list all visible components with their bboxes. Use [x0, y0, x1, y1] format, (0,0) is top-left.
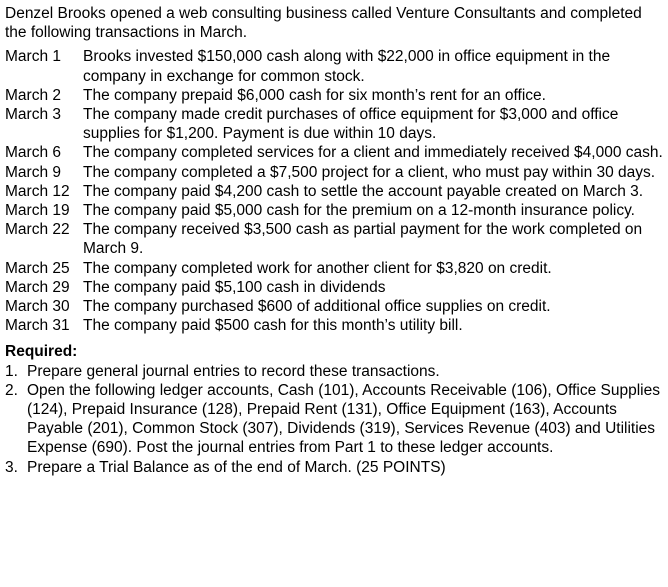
transaction-date: March 22 — [5, 221, 70, 239]
transaction-date: March 2 — [5, 86, 61, 104]
transaction-date: March 3 — [5, 106, 61, 124]
required-item-text: Prepare a Trial Balance as of the end of March. (25 POINTS) — [27, 458, 446, 476]
transaction-description: The company completed work for another client for $3,820 on credit. — [83, 259, 552, 277]
transaction-row — [5, 182, 665, 201]
transaction-description: The company made credit purchases of office equipment for $3,000 and office supplies for $1,200. Payment is due within 10 days. — [83, 106, 619, 143]
required-item — [5, 381, 665, 458]
required-item — [5, 362, 665, 381]
transaction-list — [5, 47, 665, 335]
transaction-description: The company completed services for a client and immediately received $4,000 cash. — [83, 144, 663, 162]
transaction-description: The company prepaid $6,000 cash for six month’s rent for an office. — [83, 86, 546, 104]
required-item-number: 2. — [5, 381, 18, 399]
transaction-row — [5, 86, 665, 105]
required-item-text: Open the following ledger accounts, Cash (101), Accounts Receivable (106), Office Supplies (124), Prepaid Insurance (128), Prepaid Rent (131), Office Equipment (163), Accounts Payable (201), Common Stock (307), Dividends (319), Services Revenue (403) and Utilities Expense (690). Post the journal entries from Part 1 to these ledger accounts. — [27, 381, 660, 457]
transaction-date: March 12 — [5, 182, 70, 200]
required-item-number: 1. — [5, 362, 18, 380]
transaction-date: March 31 — [5, 317, 70, 335]
transaction-row — [5, 297, 665, 316]
required-heading: Required: — [5, 343, 78, 361]
intro-paragraph: Denzel Brooks opened a web consulting business called Venture Consultants and completed the following transactions in March. — [5, 5, 642, 42]
transaction-description: The company paid $5,100 cash in dividends — [83, 278, 386, 296]
transaction-description: The company paid $4,200 cash to settle the account payable created on March 3. — [83, 182, 644, 200]
transaction-date: March 6 — [5, 144, 61, 162]
transaction-date: March 29 — [5, 278, 70, 296]
transaction-row — [5, 47, 665, 85]
transaction-date: March 1 — [5, 48, 61, 66]
transaction-date: March 9 — [5, 163, 61, 181]
transaction-row — [5, 163, 665, 182]
required-item-text: Prepare general journal entries to record these transactions. — [27, 362, 440, 380]
transaction-description: The company received $3,500 cash as partial payment for the work completed on March 9. — [83, 221, 643, 258]
transaction-description: The company paid $500 cash for this month’s utility bill. — [83, 317, 463, 335]
transaction-description: The company completed a $7,500 project for a client, who must pay within 30 days. — [83, 163, 656, 181]
transaction-row — [5, 201, 665, 220]
transaction-row — [5, 105, 665, 143]
transaction-row — [5, 278, 665, 297]
transaction-description: The company purchased $600 of additional office supplies on credit. — [83, 298, 551, 316]
transaction-date: March 30 — [5, 298, 70, 316]
required-item-number: 3. — [5, 458, 18, 476]
transaction-date: March 19 — [5, 202, 70, 220]
transaction-row — [5, 220, 665, 258]
transaction-row — [5, 143, 665, 162]
transaction-date: March 25 — [5, 259, 70, 277]
transaction-description: Brooks invested $150,000 cash along with $22,000 in office equipment in the company in exchange for common stock. — [83, 48, 611, 85]
required-item — [5, 458, 665, 477]
transaction-row — [5, 316, 665, 335]
transaction-row — [5, 259, 665, 278]
required-list — [5, 362, 665, 477]
transaction-description: The company paid $5,000 cash for the premium on a 12-month insurance policy. — [83, 202, 635, 220]
